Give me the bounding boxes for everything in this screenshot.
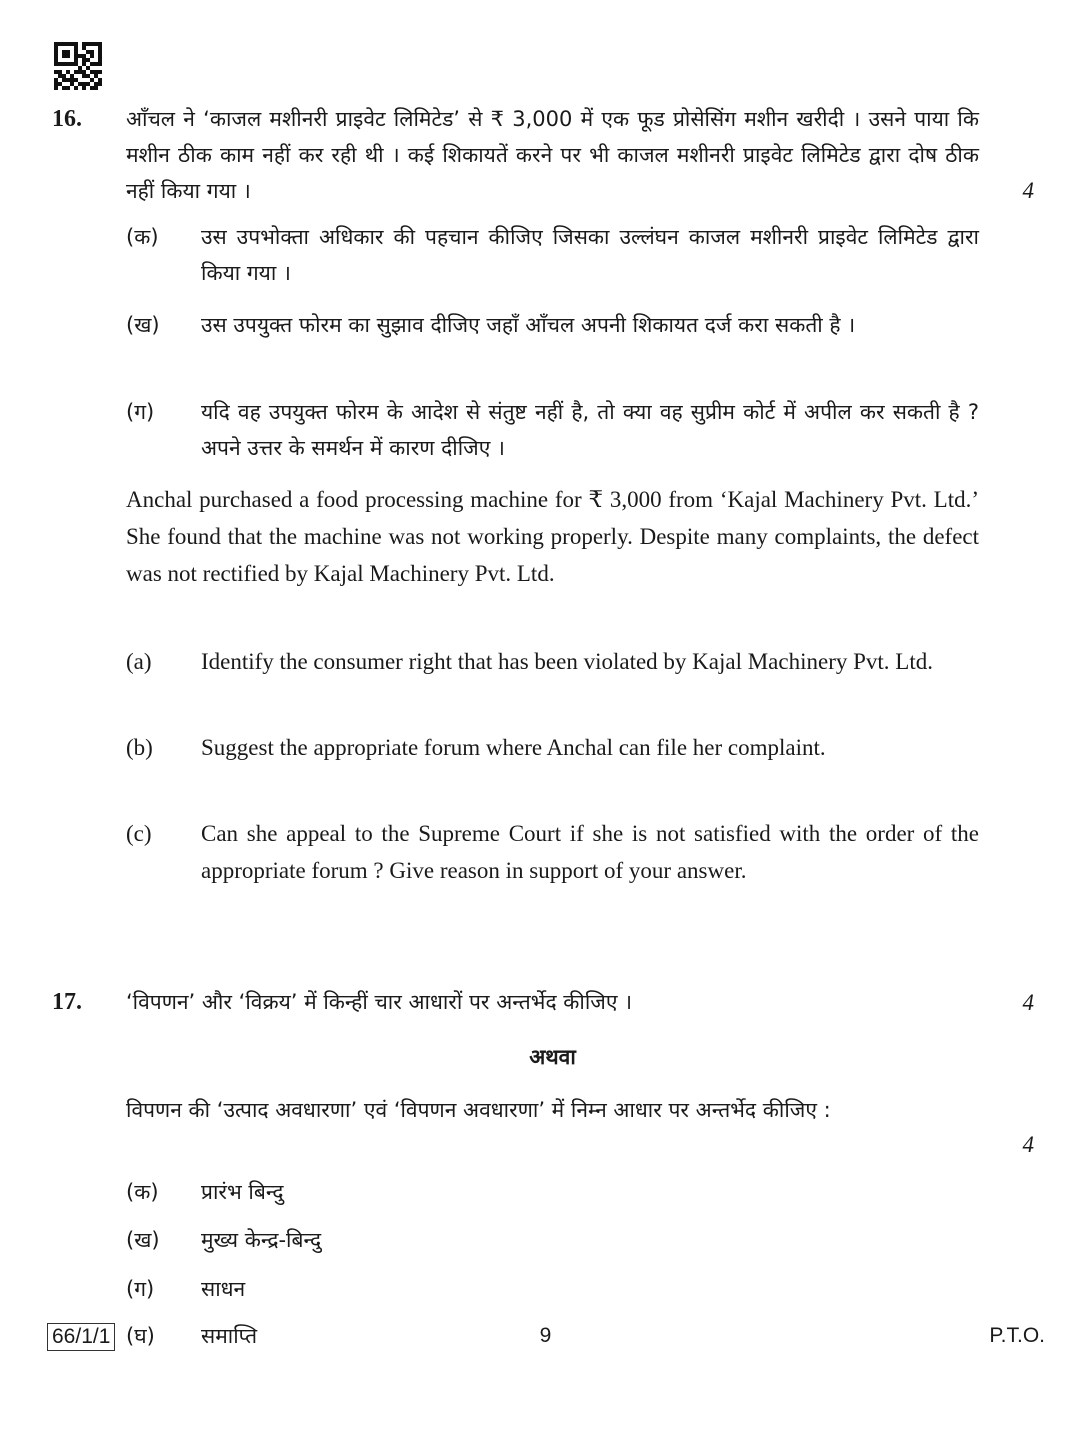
marks: 4	[1022, 1132, 1034, 1157]
sub-question	[126, 307, 979, 343]
marks: 4	[1022, 990, 1034, 1015]
sub-question	[126, 219, 979, 291]
sub-question	[126, 1222, 979, 1258]
sub-question-text: मुख्य केन्द्र-बिन्दु	[201, 1228, 322, 1252]
sub-question-label: (ख)	[126, 1228, 160, 1252]
sub-question-label: (b)	[126, 735, 153, 760]
marks: 4	[1022, 178, 1034, 203]
page-number: 9	[539, 1324, 552, 1347]
sub-question	[126, 815, 979, 889]
sub-question-label: (क)	[126, 1180, 159, 1204]
sub-question-label: (ग)	[126, 400, 155, 424]
question-stem-hindi: ‘विपणन’ और ‘विक्रय’ में किन्हीं चार आधारों पर अन्तर्भेद कीजिए ।	[126, 990, 633, 1014]
question-number: 17.	[52, 989, 82, 1015]
qr-code	[54, 42, 102, 90]
sub-question-text: Can she appeal to the Supreme Court if she is not satisfied with the order of the appropriate forum ? Give reason in support of your answer.	[201, 821, 979, 883]
alternative-question-stem: विपणन की ‘उत्पाद अवधारणा’ एवं ‘विपणन अवधारणा’ में निम्न आधार पर अन्तर्भेद कीजिए :	[126, 1098, 831, 1122]
paper-code: 66/1/1	[47, 1323, 115, 1351]
sub-question-label: (ख)	[126, 313, 160, 337]
sub-question	[126, 1271, 979, 1307]
or-label: अथवा	[529, 1045, 576, 1069]
sub-question-label: (a)	[126, 649, 152, 674]
sub-question-text: साधन	[201, 1277, 246, 1301]
sub-question-label: (c)	[126, 821, 152, 846]
question-stem-english: Anchal purchased a food processing machine for ₹ 3,000 from ‘Kajal Machinery Pvt. Ltd.’ She found that the machine was not working properly. Despite many complaints, the defect was not rectified by Kajal Machinery Pvt. Ltd.	[126, 487, 979, 586]
sub-question	[126, 394, 979, 466]
sub-question-text: Identify the consumer right that has been violated by Kajal Machinery Pvt. Ltd.	[201, 649, 933, 674]
sub-question-text: यदि वह उपयुक्त फोरम के आदेश से संतुष्ट नहीं है, तो क्या वह सुप्रीम कोर्ट में अपील कर सकती है ? अपने उत्तर के समर्थन में कारण दीजिए ।	[201, 400, 979, 460]
sub-question	[126, 729, 979, 766]
sub-question-text: Suggest the appropriate forum where Anchal can file her complaint.	[201, 735, 826, 760]
sub-question-text: उस उपयुक्त फोरम का सुझाव दीजिए जहाँ आँचल अपनी शिकायत दर्ज करा सकती है ।	[201, 313, 856, 337]
sub-question-label: (क)	[126, 225, 159, 249]
sub-question-label: (घ)	[126, 1324, 155, 1348]
sub-question	[126, 1174, 979, 1210]
sub-question	[126, 643, 979, 680]
pto-label: P.T.O.	[989, 1324, 1045, 1347]
sub-question-label: (ग)	[126, 1277, 155, 1301]
sub-question-text: उस उपभोक्ता अधिकार की पहचान कीजिए जिसका उल्लंघन काजल मशीनरी प्राइवेट लिमिटेड द्वारा किया गया ।	[201, 225, 979, 285]
sub-question-text: प्रारंभ बिन्दु	[201, 1180, 284, 1204]
sub-question-text: समाप्ति	[201, 1324, 258, 1348]
question-number: 16.	[52, 106, 82, 132]
question-stem-hindi: आँचल ने ‘काजल मशीनरी प्राइवेट लिमिटेड’ से ₹ 3,000 में एक फूड प्रोसेसिंग मशीन खरीदी । उसने पाया कि मशीन ठीक काम नहीं कर रही थी । कई शिकायतें करने पर भी काजल मशीनरी प्राइवेट लिमिटेड द्वारा दोष ठीक नहीं किया गया ।	[126, 107, 979, 203]
